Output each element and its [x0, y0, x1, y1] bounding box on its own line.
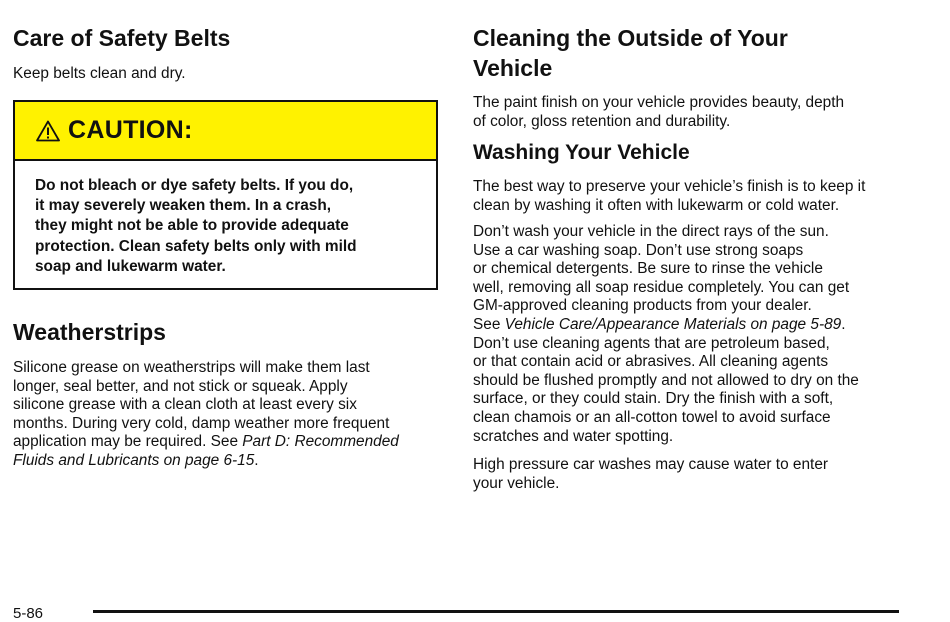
caution-body [15, 161, 436, 277]
text-line: or chemical detergents. Be sure to rinse the vehicle [473, 260, 823, 278]
cross-reference-link[interactable]: Part D: Recommended [242, 433, 399, 451]
text-line: months. During very cold, damp weather more frequent [13, 414, 390, 432]
cleaning-heading [473, 23, 788, 83]
text-line: longer, seal better, and not stick or squeak. Apply [13, 377, 348, 395]
text-line: Don’t use cleaning agents that are petroleum based, [473, 334, 830, 352]
text-line: Silicone grease on weatherstrips will make them last [13, 359, 370, 376]
text-line: Use a car washing soap. Don’t use strong soaps [473, 241, 804, 259]
caution-line: it may severely weaken them. In a crash, [35, 197, 331, 215]
washing-paragraph-3 [473, 456, 828, 493]
weatherstrips-paragraph [13, 359, 399, 471]
caution-box [13, 100, 438, 290]
text-span: . [841, 315, 846, 333]
cleaning-paragraph [473, 94, 844, 131]
text-line: should be flushed promptly and not allowed to dry on the [473, 371, 859, 389]
washing-paragraph-2 [473, 223, 859, 446]
caution-title: CAUTION: [68, 116, 193, 144]
text-line [13, 452, 399, 471]
caution-header [15, 102, 436, 161]
cleaning-heading-line-2: Vehicle [473, 55, 553, 81]
warning-triangle-icon [36, 120, 60, 142]
text-span: application may be required. See [13, 433, 243, 451]
text-line: clean chamois or an all-cotton towel to avoid surface [473, 408, 831, 426]
cross-reference-link-continued[interactable]: Fluids and Lubricants on page 6-15 [13, 451, 255, 469]
text-line: High pressure car washes may cause water to enter [473, 456, 828, 473]
footer-rule [93, 610, 899, 613]
text-line [473, 316, 859, 335]
care-heading: Care of Safety Belts [13, 25, 231, 51]
text-line: surface, or they could stain. Dry the finish with a soft, [473, 390, 834, 408]
cleaning-heading-line-1: Cleaning the Outside of Your [473, 25, 788, 51]
page-number: 5-86 [13, 605, 44, 622]
cross-reference-link[interactable]: Vehicle Care/Appearance Materials on page 5-89 [504, 315, 842, 333]
washing-heading: Washing Your Vehicle [473, 141, 690, 164]
text-line: The paint finish on your vehicle provides beauty, depth [473, 94, 845, 111]
text-line: of color, gloss retention and durability. [473, 112, 731, 130]
care-text: Keep belts clean and dry. [13, 65, 186, 82]
caution-line: protection. Clean safety belts only with mild [35, 237, 357, 255]
text-line [13, 433, 399, 452]
text-line: GM-approved cleaning products from your dealer. [473, 297, 812, 315]
text-line: your vehicle. [473, 474, 560, 492]
caution-line: soap and lukewarm water. [35, 257, 226, 275]
text-line: or that contain acid or abrasives. All cleaning agents [473, 353, 829, 371]
caution-line: they might not be able to provide adequate [35, 217, 349, 235]
text-line: Don’t wash your vehicle in the direct rays of the sun. [473, 223, 829, 240]
caution-line: Do not bleach or dye safety belts. If you do, [35, 177, 354, 194]
text-line: well, removing all soap residue completely. You can get [473, 278, 850, 296]
text-span: See [473, 315, 505, 333]
text-line: silicone grease with a clean cloth at least every six [13, 396, 357, 414]
text-line: clean by washing it often with lukewarm or cold water. [473, 196, 840, 214]
text-span: . [254, 451, 259, 469]
weatherstrips-heading: Weatherstrips [13, 319, 166, 345]
washing-paragraph-1 [473, 178, 865, 215]
text-line: The best way to preserve your vehicle’s finish is to keep it [473, 178, 866, 195]
text-line: scratches and water spotting. [473, 427, 674, 445]
